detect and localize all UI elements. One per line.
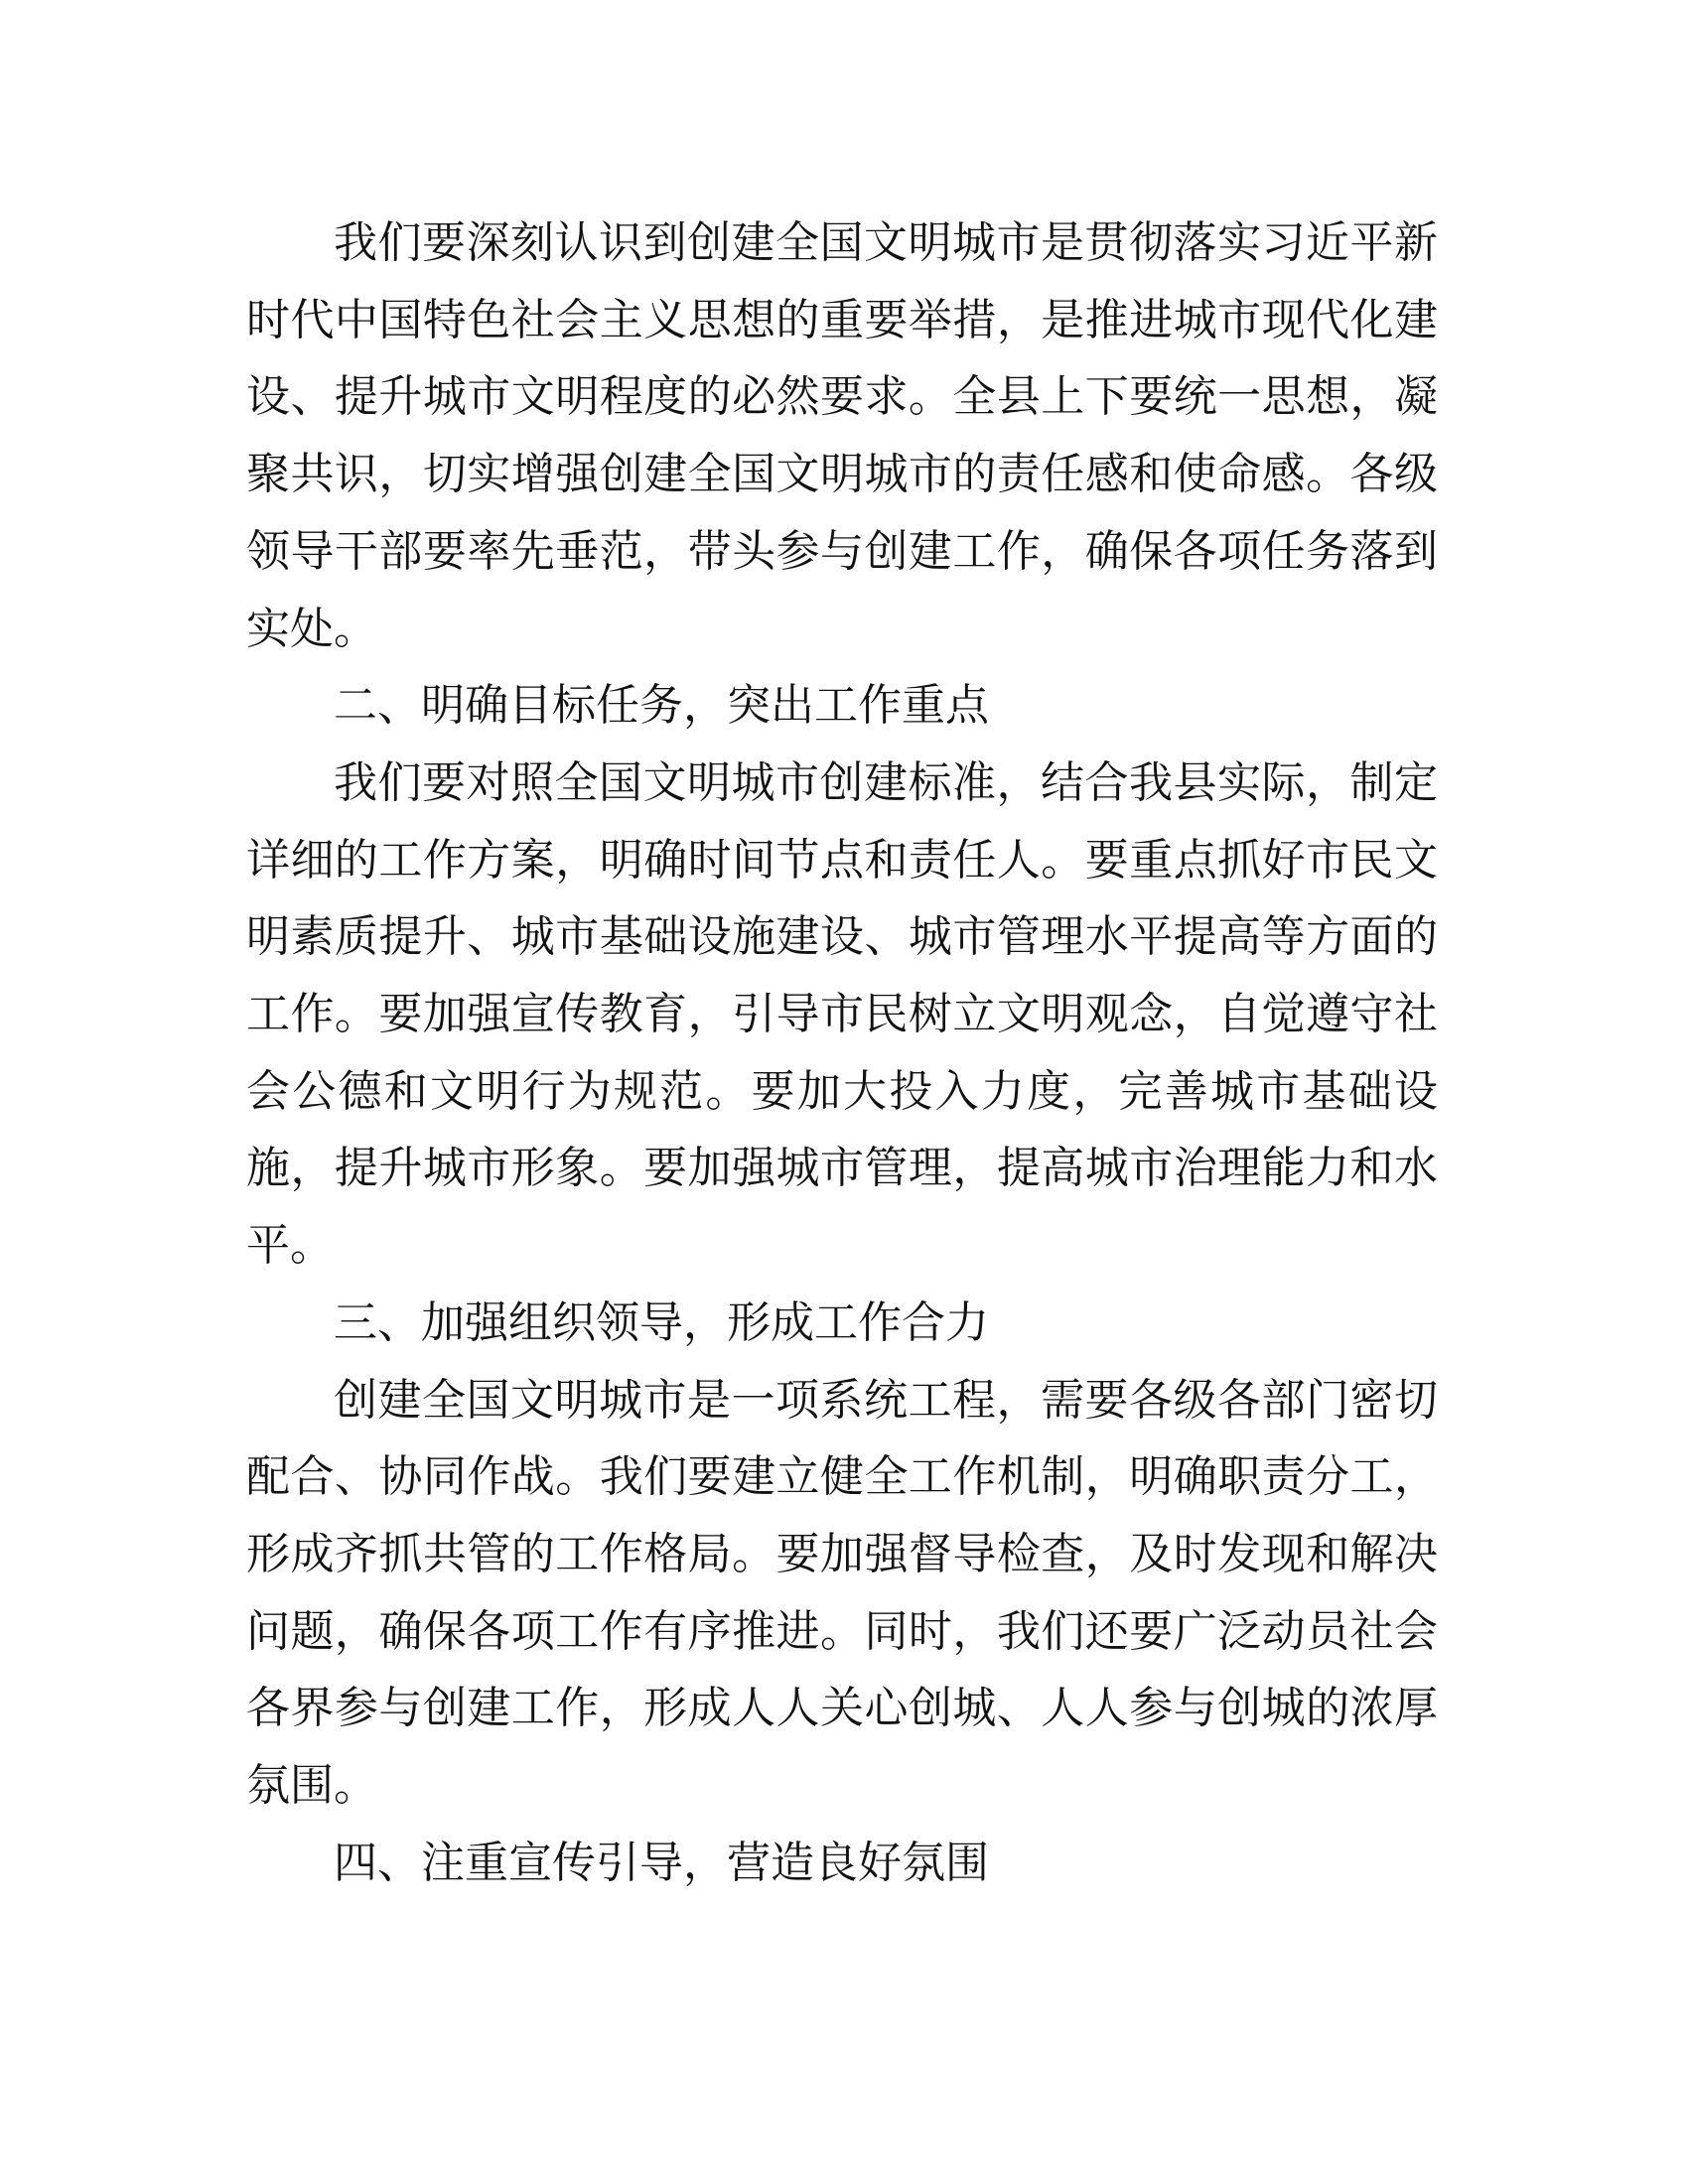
- body-paragraph: 我们要对照全国文明城市创建标准，结合我县实际，制定详细的工作方案，明确时间节点和责任人。要重点抓好市民文明素质提升、城市基础设施建设、城市管理水平提高等方面的工作。要加强宣传教育，引导市民树立文明观念，自觉遵守社会公德和文明行为规范。要加大投入力度，完善城市基础设施，提升城市形象。要加强城市管理，提高城市治理能力和水平。: [246, 756, 1438, 1272]
- body-paragraph: 创建全国文明城市是一项系统工程，需要各级各部门密切配合、协同作战。我们要建立健全工作机制，明确职责分工，形成齐抓共管的工作格局。要加强督导检查，及时发现和解决问题，确保各项工作有序推进。同时，我们还要广泛动员社会各界参与创建工作，形成人人关心创城、人人参与创城的浓厚氛围。: [246, 1374, 1438, 1812]
- section-heading: 二、明确目标任务，突出工作重点: [334, 680, 989, 732]
- section-heading: 三、加强组织领导，形成工作合力: [334, 1297, 989, 1348]
- section-heading: 四、注重宣传引导，营造良好氛围: [334, 1837, 989, 1888]
- body-paragraph: 我们要深刻认识到创建全国文明城市是贯彻落实习近平新时代中国特色社会主义思想的重要举措，是推进城市现代化建设、提升城市文明程度的必然要求。全县上下要统一思想，凝聚共识，切实增强创建全国文明城市的责任感和使命感。各级领导干部要率先垂范，带头参与创建工作，确保各项任务落到实处。: [246, 217, 1438, 654]
- document-page: [246, 205, 1438, 1901]
